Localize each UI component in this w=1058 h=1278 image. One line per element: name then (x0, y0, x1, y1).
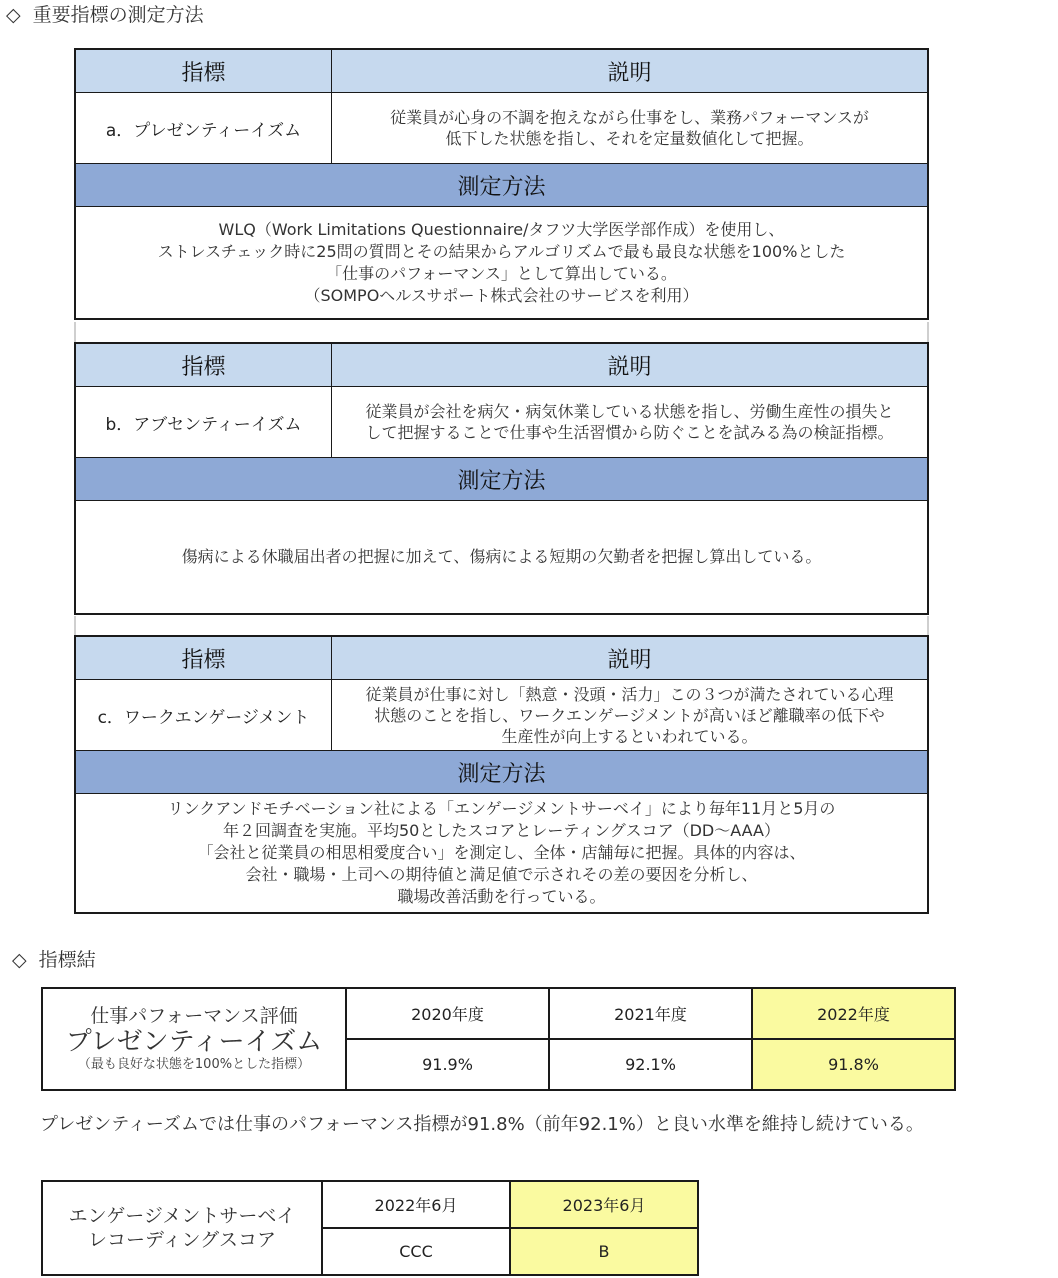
method-body: 傷病による休職届出者の把握に加えて、傷病による短期の欠勤者を把握し算出している。 (181, 547, 822, 566)
section-heading-results (12, 945, 96, 972)
header-row (76, 344, 927, 387)
table-label-line2: プレゼンティーイズム (65, 1027, 323, 1057)
value-cell: CCC (322, 1228, 510, 1275)
period-header-highlight: 2023年6月 (510, 1181, 698, 1228)
year-header: 2020年度 (346, 988, 549, 1039)
indicator-name: c．ワークエンゲージメント (76, 680, 332, 750)
period-header: 2022年6月 (322, 1181, 510, 1228)
header-indicator: 指標 (76, 637, 332, 679)
indicator-name: b．アブセンティーイズム (76, 387, 332, 457)
value-cell: 91.9% (346, 1039, 549, 1090)
value-cell-highlight: B (510, 1228, 698, 1275)
method-header: 測定方法 (76, 164, 927, 207)
table-label-line2: レコーディングスコア (88, 1229, 276, 1251)
indicator-block-b (74, 342, 929, 615)
header-indicator: 指標 (76, 344, 332, 386)
engagement-results-table (41, 1180, 699, 1276)
header-row (76, 50, 927, 93)
table-label-line1: エンゲージメントサーベイ (68, 1205, 296, 1227)
method-body: リンクアンドモチベーション社による「エンゲージメントサーベイ」により毎年11月と5月の 年２回調査を実施。平均50としたスコアとレーティングスコア（DD〜AAA） 「会社と従業員の相思相愛度合い」を測定し、全体・店舗毎に把握。具体的内容は、 会社・職場・上司への期待値と満足値で示されその差の要因を分析し、 職場改善活動を行っている。 (167, 799, 836, 906)
block-gap (74, 616, 929, 636)
value-cell: 92.1% (549, 1039, 752, 1090)
table-label-cell (42, 1181, 322, 1275)
header-description: 説明 (607, 354, 652, 380)
value-row (76, 93, 927, 164)
year-header: 2021年度 (549, 988, 752, 1039)
section-title: 重要指標の測定方法 (32, 4, 204, 26)
table-label-cell (42, 988, 346, 1090)
diamond-icon: ◇ (6, 4, 21, 26)
header-indicator: 指標 (76, 50, 332, 92)
method-header: 測定方法 (76, 751, 927, 794)
year-header-highlight: 2022年度 (752, 988, 955, 1039)
method-header: 測定方法 (76, 458, 927, 501)
summary-text: プレゼンティーズムでは仕事のパフォーマンス指標が91.8%（前年92.1%）と良い水準を維持し続けている。 (40, 1114, 924, 1135)
header-row (76, 637, 927, 680)
section-heading-methods (6, 0, 204, 27)
value-row (76, 387, 927, 458)
indicator-name: a．プレゼンティーイズム (76, 93, 332, 163)
header-description: 説明 (607, 647, 652, 673)
indicator-block-a (74, 48, 929, 320)
indicator-block-c (74, 635, 929, 914)
diamond-icon: ◇ (12, 949, 27, 971)
indicator-description: 従業員が仕事に対し「熱意・没頭・活力」この３つが満たされている心理 状態のことを指し、ワークエンゲージメントが高いほど離職率の低下や 生産性が向上するといわれている。 (365, 684, 894, 746)
method-body: WLQ（Work Limitations Questionnaire/タフツ大学医学部作成）を使用し、 ストレスチェック時に25問の質問とその結果からアルゴリズムで最も最良な状態を100%とした 「仕事のパフォーマンス」として算出している。 （SOMPOヘルスサポート株式会社のサービスを利用） (157, 219, 846, 305)
indicator-description: 従業員が心身の不調を抱えながら仕事をし、業務パフォーマンスが 低下した状態を指し、それを定量数値化して把握。 (390, 108, 869, 148)
indicator-description: 従業員が会社を病欠・病気休業している状態を指し、労働生産性の損失と して把握することで仕事や生活習慣から防ぐことを試みる為の検証指標。 (365, 402, 894, 442)
presenteeism-results-table (41, 987, 956, 1091)
value-row (76, 680, 927, 751)
value-cell-highlight: 91.8% (752, 1039, 955, 1090)
header-description: 説明 (607, 60, 652, 86)
section-title: 指標結 (38, 949, 96, 971)
table-label-line3: （最も良好な状態を100%とした指標） (77, 1057, 311, 1072)
block-gap (74, 322, 929, 342)
table-label-line1: 仕事パフォーマンス評価 (90, 1005, 298, 1027)
